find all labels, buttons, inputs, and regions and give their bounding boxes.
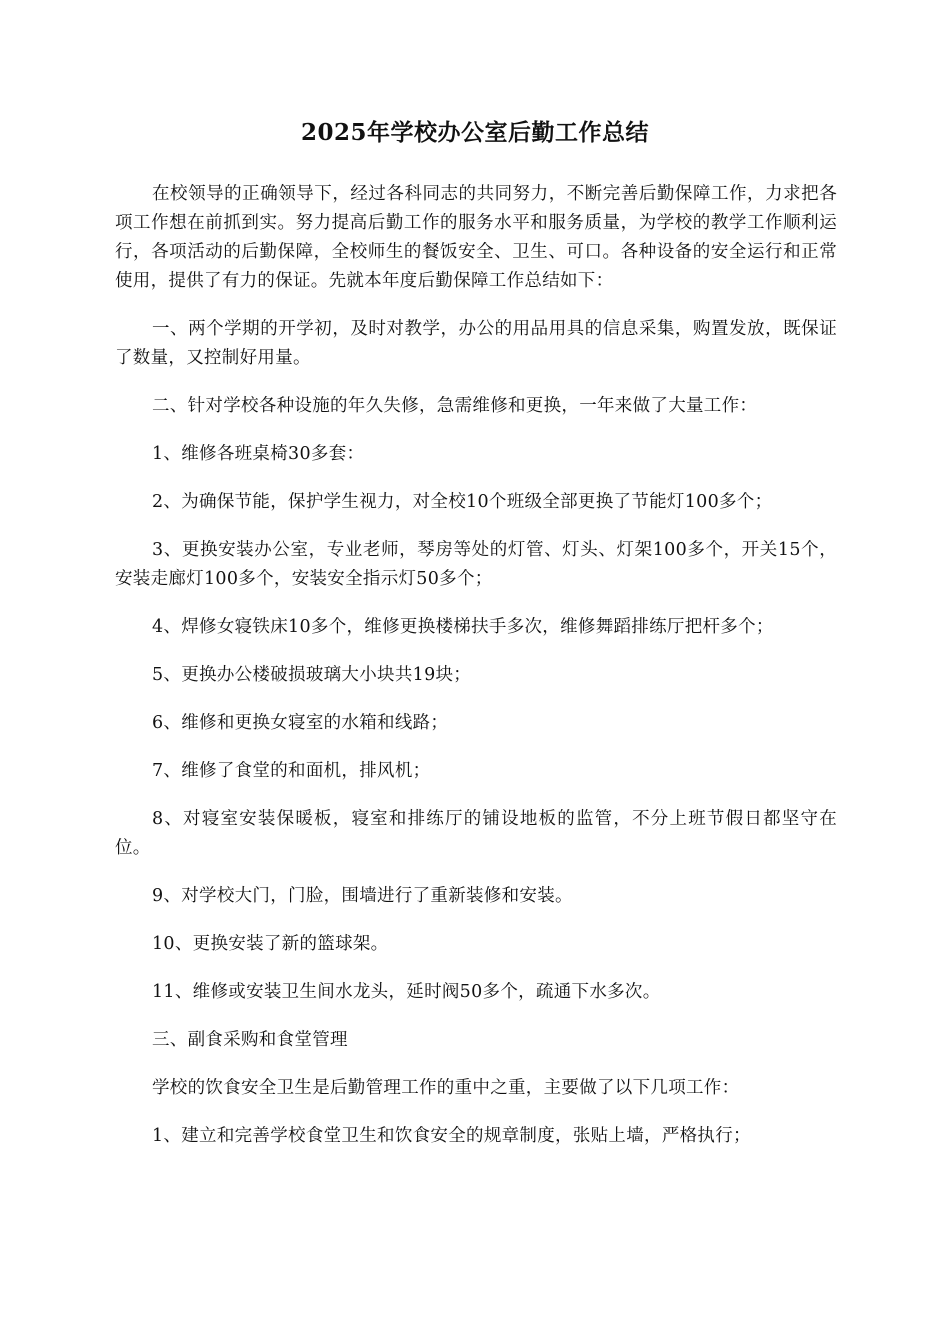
list-item: 10、更换安装了新的篮球架。 (152, 934, 389, 954)
list-item: 6、维修和更换女寝室的水箱和线路； (152, 713, 449, 733)
list-item: 5、更换办公楼破损玻璃大小块共19块； (152, 665, 472, 685)
list-item: 9、对学校大门，门脸，围墙进行了重新装修和安装。 (152, 886, 573, 906)
list-item: 2、为确保节能，保护学生视力，对全校10个班级全部更换了节能灯100多个； (152, 492, 773, 512)
paragraph-section-1: 一、两个学期的开学初，及时对教学，办公的用品用具的信息采集，购置发放，既保证了数量，又控制好用量。 (115, 319, 837, 368)
document-body (115, 180, 837, 1170)
paragraph-section-2: 二、针对学校各种设施的年久失修，急需维修和更换，一年来做了大量工作： (152, 396, 758, 416)
list-item: 7、维修了食堂的和面机，排风机； (152, 761, 431, 781)
paragraph-intro: 在校领导的正确领导下，经过各科同志的共同努力，不断完善后勤保障工作，力求把各项工作想在前抓到实。努力提高后勤工作的服务水平和服务质量，为学校的教学工作顺利运行，各项活动的后勤保障，全校师生的餐饭安全、卫生、可口。各种设备的安全运行和正常使用，提供了有力的保证。先就本年度后勤保障工作总结如下： (115, 184, 837, 291)
list-item: 3、更换安装办公室，专业老师，琴房等处的灯管、灯头、灯架100多个，开关15个，安装走廊灯100多个，安装安全指示灯50多个； (115, 540, 837, 589)
list-item: 1、维修各班桌椅30多套： (152, 444, 365, 464)
paragraph-section-3-intro: 学校的饮食安全卫生是后勤管理工作的重中之重，主要做了以下几项工作： (152, 1078, 740, 1098)
list-item: 11、维修或安装卫生间水龙头，延时阀50多个，疏通下水多次。 (152, 982, 661, 1002)
list-item: 4、焊修女寝铁床10多个，维修更换楼梯扶手多次，维修舞蹈排练厅把杆多个； (152, 617, 774, 637)
list-item: 8、对寝室安装保暖板，寝室和排练厅的铺设地板的监管，不分上班节假日都坚守在位。 (115, 809, 837, 858)
list-item: 1、建立和完善学校食堂卫生和饮食安全的规章制度，张贴上墙，严格执行； (152, 1126, 751, 1146)
document-title: 2025年学校办公室后勤工作总结 (300, 119, 649, 146)
paragraph-section-3: 三、副食采购和食堂管理 (152, 1030, 348, 1050)
